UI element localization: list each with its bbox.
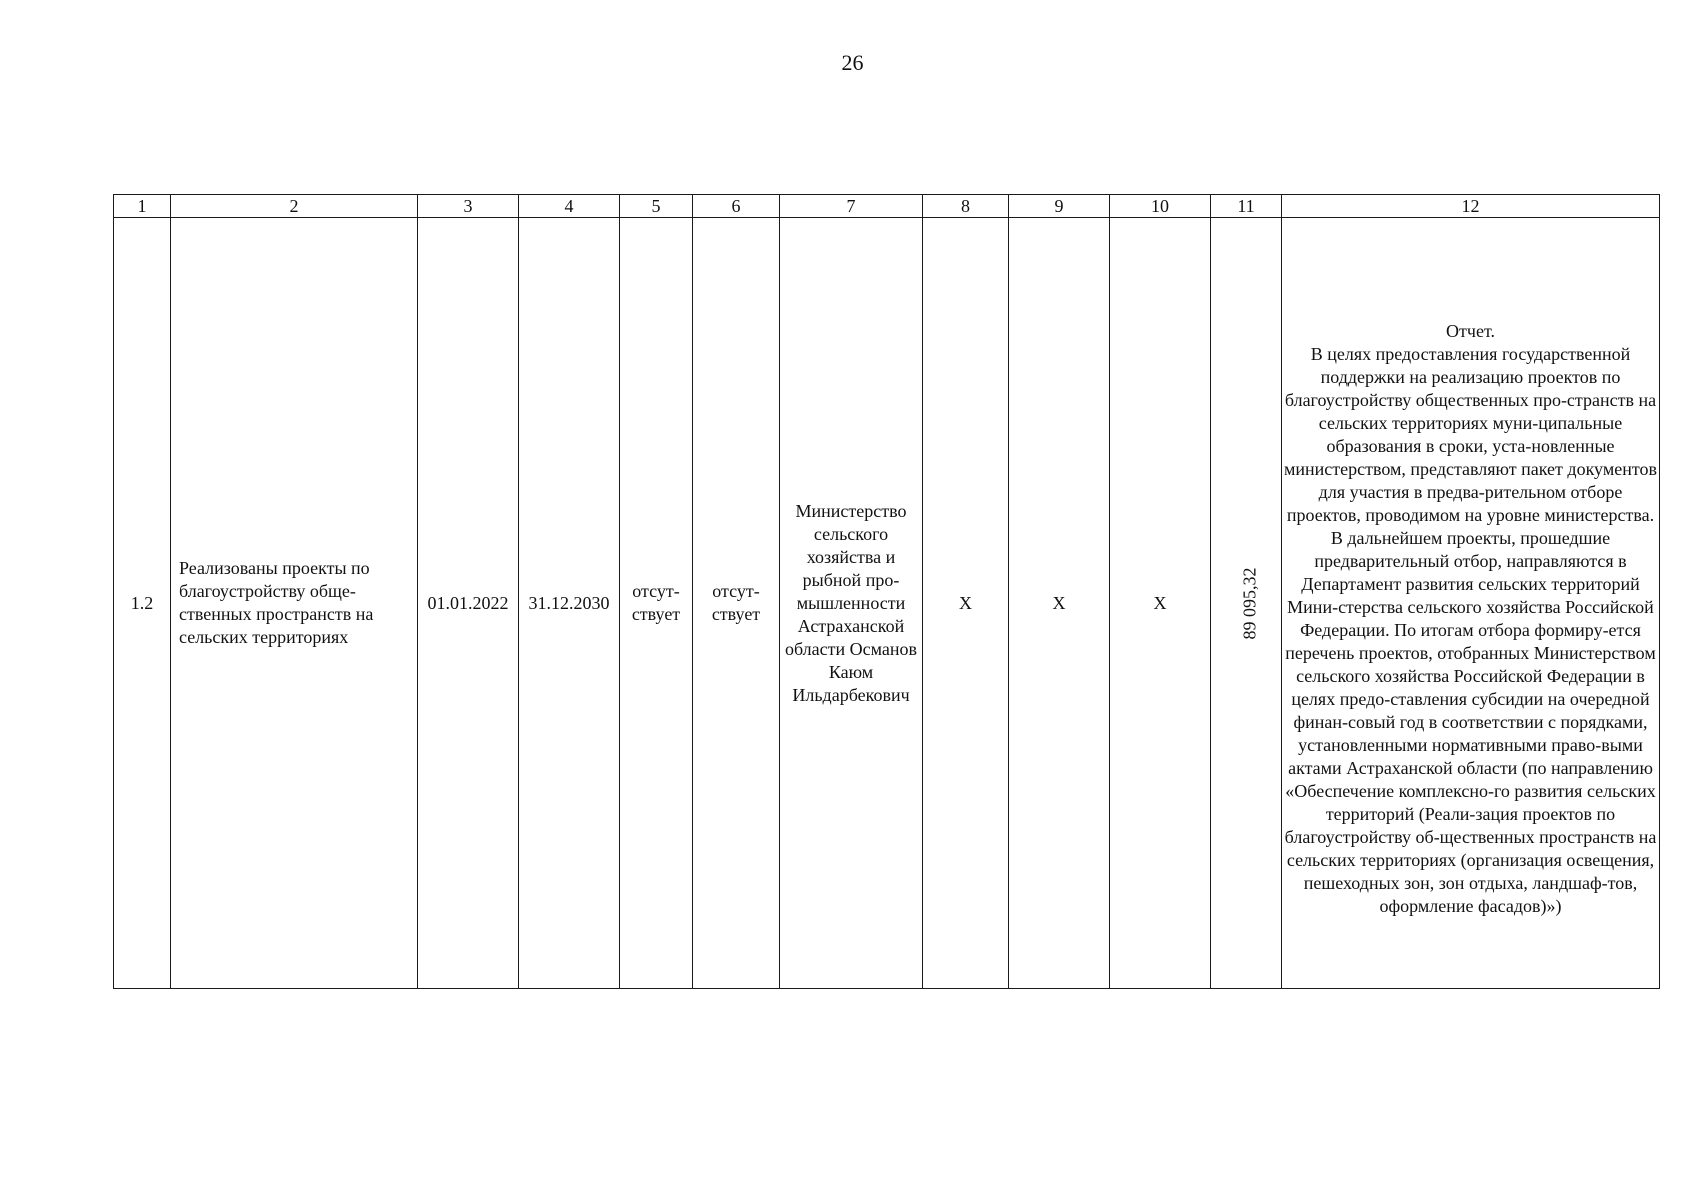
row-amount: 89 095,32 [1239, 567, 1260, 639]
main-table [113, 194, 1660, 989]
header-cell-9: 9 [1009, 195, 1110, 218]
header-cell-1: 1 [114, 195, 171, 218]
header-cell-6: 6 [693, 195, 780, 218]
report-text: В целях предоставления государственной поддержки на реализацию проектов по благоустройству общественных про-странств на сельских территориях муни-ципальные образования в сроки, уста-новленные министерством, представляют пакет документов для участия в предва-рительном отборе проектов, проводимом на уровне министерства. В дальнейшем проекты, прошедшие предварительный отбор, направляются в Департамент развития сельских территорий Мини-стерства сельского хозяйства Российской Федерации. По итогам отбора формиру-ется перечень проектов, отобранных Министерством сельского хозяйства Российской Федерации в целях предо-ставления субсидии на очередной финан-совый год в соответствии с порядками, установленными нормативными право-выми актами Астраханской области (по направлению «Обеспечение комплексно-го развития сельских территорий (Реали-зация проектов по благоустройству об-щественных пространств на сельских территориях (организация освещения, пешеходных зон, зон отдыха, ландшаф-тов, оформление фасадов)») [1284, 344, 1657, 916]
header-cell-10: 10 [1110, 195, 1211, 218]
row-col6: отсут-ствует [693, 218, 780, 989]
report-title: Отчет. [1446, 321, 1495, 341]
header-cell-8: 8 [923, 195, 1009, 218]
page-number: 26 [841, 50, 864, 75]
header-cell-2: 2 [171, 195, 418, 218]
row-number: 1.2 [114, 218, 171, 989]
row-col5: отсут-ствует [620, 218, 693, 989]
row-col8: X [923, 218, 1009, 989]
row-report [1282, 218, 1660, 989]
row-amount-cell [1211, 218, 1282, 989]
header-cell-5: 5 [620, 195, 693, 218]
table-row [114, 218, 1660, 989]
row-col10: X [1110, 218, 1211, 989]
row-col9: X [1009, 218, 1110, 989]
header-cell-4: 4 [519, 195, 620, 218]
header-cell-7: 7 [780, 195, 923, 218]
header-cell-3: 3 [418, 195, 519, 218]
header-cell-11: 11 [1211, 195, 1282, 218]
row-title: Реализованы проекты по благоустройству общественных пространств на сельских территориях [171, 218, 418, 989]
row-responsible: Министерство сельского хозяйства и рыбной про-мышленности Астраханской области Османов Каюм Ильдарбекович [780, 218, 923, 989]
header-row [114, 195, 1660, 218]
row-date-end: 31.12.2030 [519, 218, 620, 989]
header-cell-12: 12 [1282, 195, 1660, 218]
row-date-start: 01.01.2022 [418, 218, 519, 989]
